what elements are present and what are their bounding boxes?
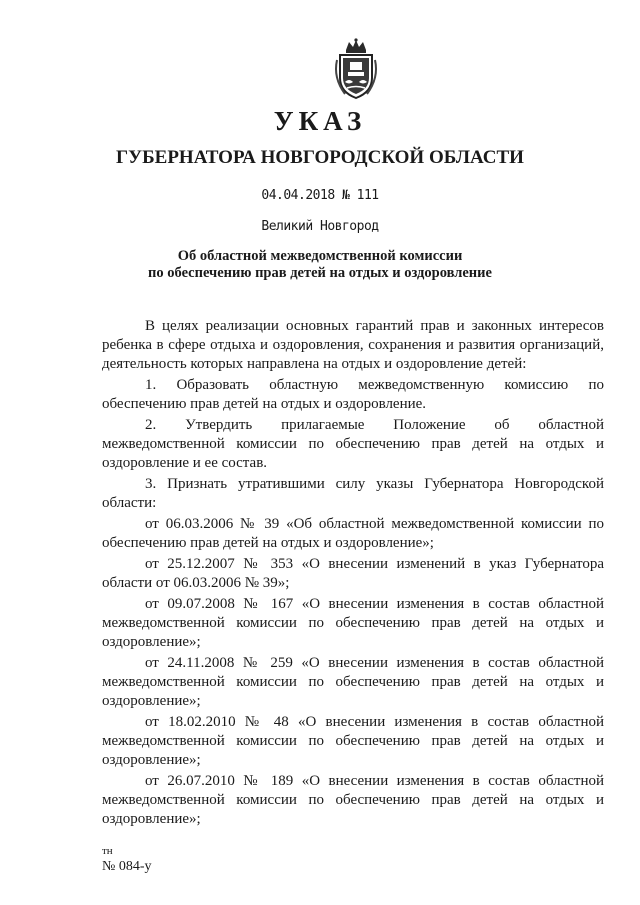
coat-of-arms-icon [331,38,381,100]
footer-code: № 084-у [102,859,152,874]
decree-title: УКАЗ [273,106,367,136]
clause-2: 2. Утвердить прилагаемые Положение об областной межведомственной комиссии по обеспечению прав детей на отдых и оздоровление и ее состав. [102,417,604,471]
repealed-decree-item: от 24.11.2008 № 259 «О внесении изменения в состав областной межведомственной комиссии по обеспечению прав детей на отдых и оздоровление»; [102,655,604,709]
issuer-title: ГУБЕРНАТОРА НОВГОРОДСКОЙ ОБЛАСТИ [116,147,524,168]
clause-1: 1. Образовать областную межведомственную комиссию по обеспечению прав детей на отдых и оздоровление. [102,377,604,412]
repealed-decree-item: от 09.07.2008 № 167 «О внесении изменения в состав областной межведомственной комиссии по обеспечению прав детей на отдых и оздоровление»; [102,596,604,650]
repealed-decree-item: от 25.12.2007 № 353 «О внесении изменений в указ Губернатора области от 06.03.2006 № 39»; [102,556,604,591]
preamble-paragraph: В целях реализации основных гарантий прав и законных интересов ребенка в сфере отдыха и оздоровления, сохранения и развития организаций, деятельность которых направлена на отдых и оздоровление детей: [102,318,604,372]
repealed-decree-item: от 26.07.2010 № 189 «О внесении изменения в состав областной межведомственной комиссии по обеспечению прав детей на отдых и оздоровление»; [102,773,604,827]
repealed-decree-item: от 06.03.2006 № 39 «Об областной межведомственной комиссии по обеспечению прав детей на отдых и оздоровление»; [102,516,604,551]
document-date-number: 04.04.2018 № 111 [261,188,379,203]
clause-3: 3. Признать утратившими силу указы Губернатора Новгородской области: [102,476,604,511]
heading-line-1: Об областной межведомственной комиссии [177,248,463,264]
repealed-decree-item: от 18.02.2010 № 48 «О внесении изменения в состав областной межведомственной комиссии по обеспечению прав детей на отдых и оздоровление»; [102,714,604,768]
footer-note [102,844,152,874]
document-city: Великий Новгород [261,219,379,234]
heading-line-2: по обеспечению прав детей на отдых и оздоровление [148,265,492,281]
document-body [102,317,604,831]
footer-marker: тн [102,845,113,857]
document-heading [0,248,640,282]
